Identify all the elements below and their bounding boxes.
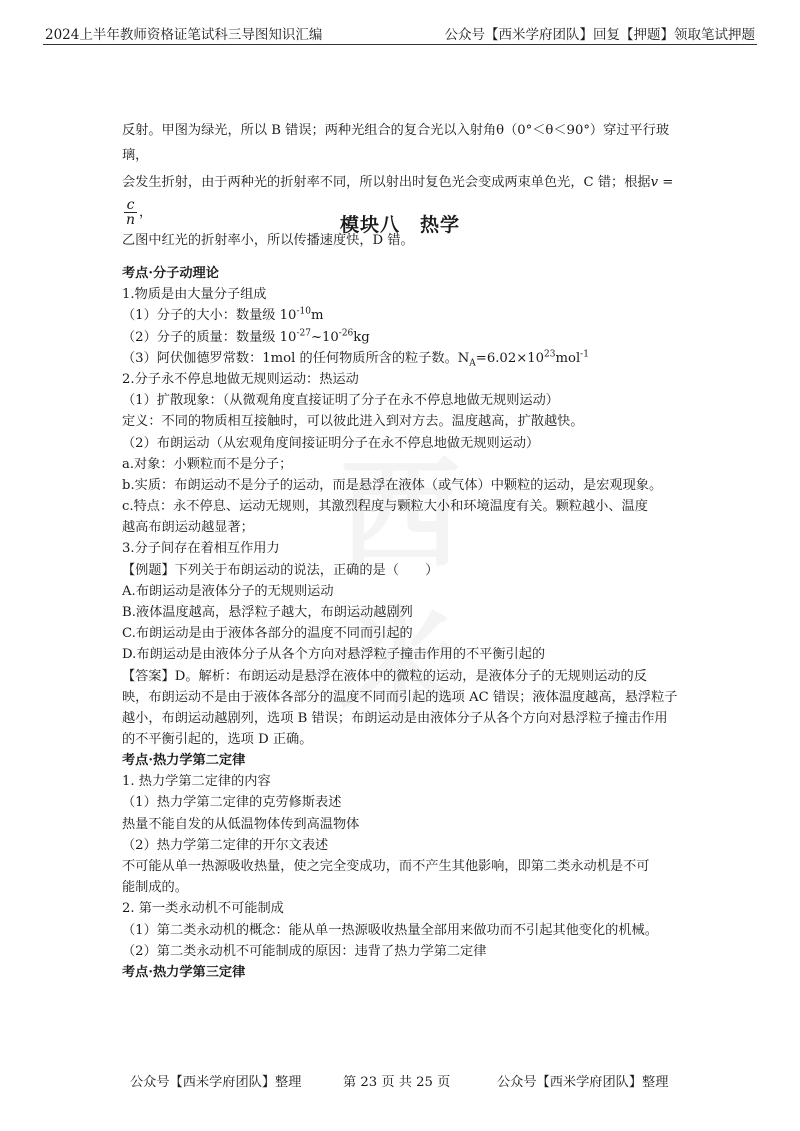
formula-lhs: v = — [650, 175, 674, 191]
option-b: B.液体温度越高，悬浮粒子越大，布朗运动越剧列 — [122, 605, 413, 620]
superscript: 23 — [544, 349, 556, 360]
text-line: a.对象：小颗粒而不是分子； — [122, 456, 293, 472]
fraction-numerator: c — [124, 198, 137, 213]
option-d: D.布朗运动是由液体分子从各个方向对悬浮粒子撞击作用的不平衡引起的 — [122, 647, 546, 663]
text-part: （3）阿伏伽德罗常数：1mol 的任何物质所含的粒子数。N — [122, 350, 470, 366]
section-molecular-theory — [122, 263, 678, 750]
header-left-title: 2024上半年教师资格证笔试科三导图知识汇编 — [45, 27, 323, 43]
intro-line: 反射。甲图为绿光，所以 B 错误；两种光组合的复合光以入射角θ（0°＜θ＜90°）穿过平行玻璃， — [122, 123, 670, 164]
text-line: 1.物质是由大量分子组成 — [122, 287, 267, 303]
text-line: （2）布朗运动（从宏观角度间接证明分子在永不停息地做无规则运动） — [122, 435, 540, 451]
superscript: -26 — [338, 328, 354, 339]
intro-text: 会发生折射，由于两种光的折射率不同，所以射出时复色光会变成两束单色光，C 错；根据 — [122, 175, 651, 191]
example-question: 【例题】下列关于布朗运动的说法，正确的是（ ） — [122, 562, 439, 578]
answer-line: 映，布朗运动不是由于液体各部分的温度不同而引起的选项 AC 错误；液体温度越高，悬浮粒子 — [122, 689, 678, 705]
text-line: 2. 第一类永动机不可能制成 — [122, 901, 284, 917]
intro-line: 乙图中红光的折射率小，所以传播速度快，D 错。 — [122, 233, 414, 249]
text-part: （1）分子的大小：数量级 10 — [122, 308, 297, 324]
text-line: （1）第二类永动机的概念：能从单一热源吸收热量全部用来做功而不引起其他变化的机械。 — [122, 922, 658, 938]
text-line: 定义：不同的物质相互接触时，可以彼此进入到对方去。温度越高，扩散越快。 — [122, 414, 584, 430]
text-part: =6.02×10 — [475, 350, 545, 366]
subscript: A — [469, 358, 476, 369]
text-line: 2.分子永不停息地做无规则运动：热运动 — [122, 371, 359, 387]
text-line: 3.分子间存在着相互作用力 — [122, 541, 280, 557]
text-line: 不可能从单一热源吸收热量，使之完全变成功，而不产生其他影响，即第二类永动机是不可 — [122, 858, 650, 874]
fraction-denominator: n — [126, 212, 136, 229]
text-line — [122, 327, 678, 348]
text-part: mol — [555, 350, 581, 366]
text-line: b.实质：布朗运动不是分子的运动，而是悬浮在液体（或气体）中颗粒的运动，是宏观现象。 — [122, 477, 663, 493]
text-part: kg — [353, 329, 370, 345]
superscript: -27 — [296, 328, 311, 339]
superscript: -10 — [296, 306, 311, 317]
option-a: A.布朗运动是液体分子的无规则运动 — [122, 583, 334, 599]
module-title: 模块八 热学 — [339, 214, 460, 236]
section-heading: 考点·热力学第三定律 — [122, 964, 246, 980]
text-line — [122, 348, 678, 369]
text-line: c.特点：永不停息、运动无规则，其激烈程度与颗粒大小和环境温度有关。颗粒越小、温度 — [122, 499, 648, 515]
section-heading: 考点·分子动理论 — [122, 266, 219, 281]
page-header — [43, 20, 757, 45]
page-number: 第 23 页 共 25 页 — [343, 1075, 451, 1090]
text-line: 能制成的。 — [122, 880, 188, 896]
text-line: 热量不能自发的从低温物体传到高温物体 — [122, 816, 360, 832]
footer-right: 公众号【西米学府团队】整理 — [497, 1075, 669, 1090]
text-line: 1. 热力学第二定律的内容 — [122, 774, 271, 790]
answer-line: 【答案】D。解析：布朗运动是悬浮在液体中的微粒的运动，是液体分子的无规则运动的反 — [122, 668, 647, 684]
text-line: （2）热力学第二定律的开尔文表述 — [122, 837, 329, 853]
answer-line: 越小，布朗运动越剧列，选项 B 错误；布朗运动是由液体分子从各个方向对悬浮粒子撞击作用 — [122, 710, 668, 726]
text-line: 越高布朗运动越显著； — [122, 520, 254, 536]
intro-text: ， — [139, 205, 153, 221]
answer-line: 的不平衡引起的，选项 D 正确。 — [122, 732, 313, 748]
text-line: （1）扩散现象：（从微观角度直接证明了分子在永不停息地做无规则运动） — [122, 393, 559, 409]
text-line: （1）热力学第二定律的克劳修斯表述 — [122, 795, 342, 811]
header-right-promo: 公众号【西米学府团队】回复【押题】领取笔试押题 — [444, 27, 755, 43]
footer-left: 公众号【西米学府团队】整理 — [130, 1075, 302, 1090]
text-line: （2）第二类永动机不可能制成的原因：违背了热力学第二定律 — [122, 943, 487, 959]
option-c: C.布朗运动是由于液体各部分的温度不同而引起的 — [122, 626, 413, 642]
text-part: （2）分子的质量：数量级 10 — [122, 329, 297, 345]
section-heading: 考点·热力学第二定律 — [122, 753, 246, 768]
section-second-law — [122, 750, 678, 983]
text-part: m — [310, 308, 324, 324]
text-line — [122, 305, 678, 326]
superscript: -1 — [580, 349, 589, 360]
text-part: ~10 — [310, 329, 339, 345]
